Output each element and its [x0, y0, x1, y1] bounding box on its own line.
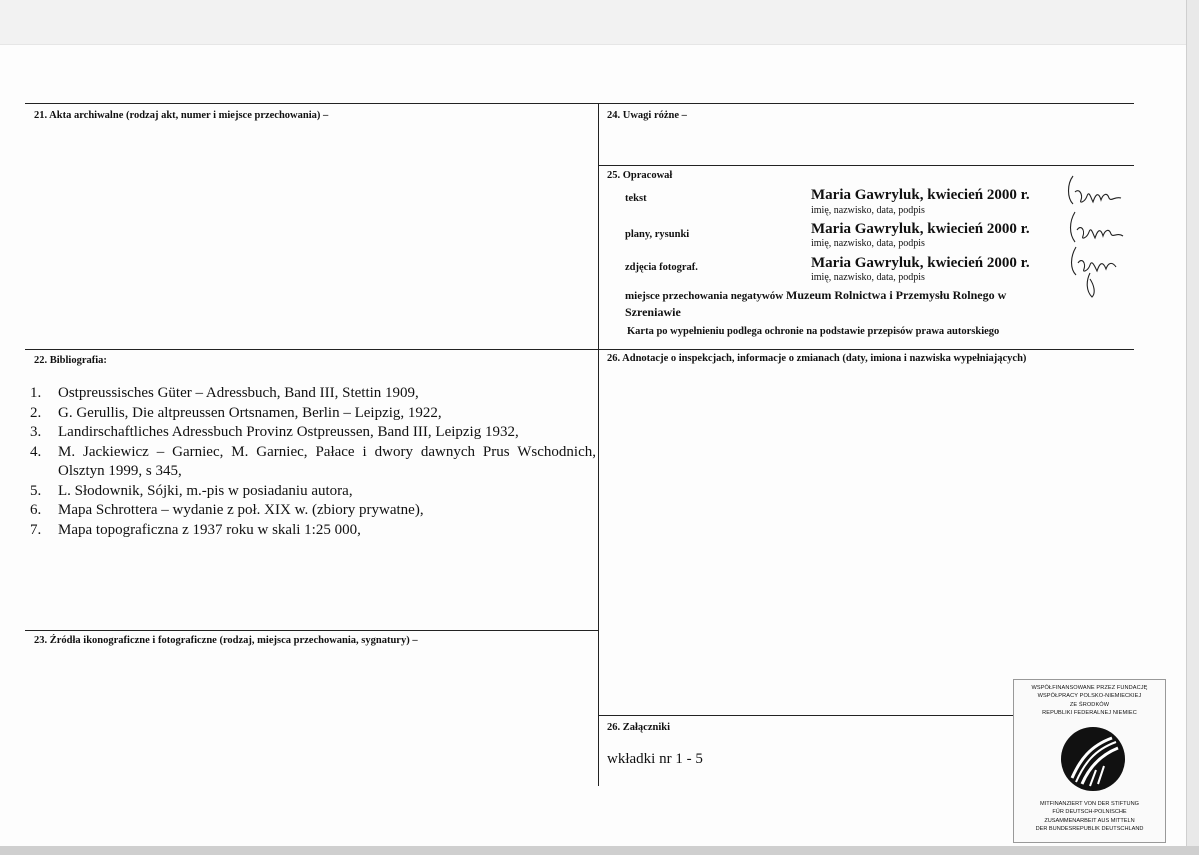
list-item: [30, 423, 598, 443]
list-item-number: 6.: [30, 502, 42, 518]
list-item-number: 3.: [30, 424, 42, 440]
rule-22-23: [25, 630, 598, 631]
signature-3-image: [1068, 243, 1128, 301]
row-text-name: Maria Gawryluk, kwiecień 2000 r.: [811, 187, 1030, 203]
list-item-text: Landirschaftliches Adressbuch Provinz Ostpreussen, Band III, Leipzig 1932,: [58, 424, 519, 440]
rule-26-attachments: [598, 715, 1013, 716]
rule-24-25: [598, 165, 1134, 166]
section-26-annotations-label: 26. Adnotacje o inspekcjach, informacje o zmianach (daty, imiona i nazwiska wypełniających): [607, 353, 1027, 364]
top-rule: [25, 103, 1134, 104]
list-item: [30, 521, 598, 541]
list-item-text: M. Jackiewicz – Garniec, M. Garniec, Pałace i dwory dawnych Prus Wschodnich, Olsztyn 1999, s 345,: [58, 443, 596, 479]
negatives-label-text: miejsce przechowania negatywów: [625, 290, 784, 302]
section-26-attachments-label: 26. Załączniki: [607, 722, 671, 733]
list-item: [30, 404, 598, 424]
stamp-top-line: REPUBLIKI FEDERALNEJ NIEMIEC: [1042, 710, 1137, 717]
list-item-text: L. Słodownik, Sójki, m.-pis w posiadaniu autora,: [58, 482, 353, 499]
list-item-number: 1.: [30, 385, 42, 401]
stamp-bottom-line: MITFINANZIERT VON DER STIFTUNG: [1040, 801, 1139, 807]
list-item-number: 7.: [30, 521, 42, 538]
stamp-top-line: WSPÓŁFINANSOWANE PRZEZ FUNDACJĘ: [1031, 685, 1148, 691]
row-plans-caption: imię, nazwisko, data, podpis: [811, 238, 925, 249]
foundation-logo-icon: [1060, 726, 1126, 792]
list-item: [30, 482, 598, 502]
scan-right-edge: [1186, 0, 1199, 855]
row-plans-label: plany, rysunki: [625, 229, 690, 240]
list-item-text: Mapa Schrottera – wydanie z poł. XIX w. (zbiory prywatne),: [58, 502, 424, 518]
list-item-number: 2.: [30, 404, 42, 421]
list-item-number: 4.: [30, 443, 42, 460]
stamp-top-line: ZE ŚRODKÓW: [1069, 701, 1110, 708]
signature-1-image: [1065, 172, 1125, 212]
row-text-label: tekst: [625, 193, 647, 204]
attachments-value: wkładki nr 1 - 5: [607, 751, 703, 767]
list-item: [30, 501, 598, 521]
section-21-label: 21. Akta archiwalne (rodzaj akt, numer i miejsce przechowania) –: [34, 110, 329, 121]
foundation-stamp: [1013, 679, 1166, 843]
list-item-text: Ostpreussisches Güter – Adressbuch, Band III, Stettin 1909,: [58, 385, 419, 401]
negatives-label: [625, 288, 1006, 303]
copyright-note: Karta po wypełnieniu podlega ochronie na podstawie przepisów prawa autorskiego: [627, 326, 1000, 337]
bibliography-list: [30, 384, 598, 540]
list-item-text: Mapa topograficzna z 1937 roku w skali 1:25 000,: [58, 521, 361, 538]
section-23-label: 23. Źródła ikonograficzne i fotograficzne (rodzaj, miejsca przechowania, sygnatury) –: [34, 635, 418, 646]
rule-21-22: [25, 349, 1134, 350]
negatives-value-line-2: Szreniawie: [625, 305, 681, 319]
stamp-bottom-line: ZUSAMMENARBEIT AUS MITTELN: [1044, 817, 1135, 824]
list-item: [30, 384, 598, 404]
row-photos-caption: imię, nazwisko, data, podpis: [811, 272, 925, 283]
stamp-top-line: WSPÓŁPRACY POLSKO-NIEMIECKIEJ: [1037, 693, 1142, 700]
stamp-top-text: [1016, 684, 1163, 718]
scan-bottom-edge: [0, 846, 1199, 855]
signature-2-image: [1065, 208, 1125, 248]
row-text-caption: imię, nazwisko, data, podpis: [811, 205, 925, 216]
list-item-number: 5.: [30, 482, 42, 499]
section-24-label: 24. Uwagi różne –: [607, 110, 687, 121]
center-divider: [598, 103, 599, 786]
stamp-bottom-text: [1016, 800, 1163, 834]
negatives-value: Muzeum Rolnictwa i Przemysłu Rolnego w: [786, 288, 1007, 302]
row-photos-name: Maria Gawryluk, kwiecień 2000 r.: [811, 255, 1030, 271]
stamp-bottom-line: DER BUNDESREPUBLIK DEUTSCHLAND: [1035, 826, 1144, 833]
scan-top-edge: [0, 0, 1199, 45]
row-photos-label: zdjęcia fotograf.: [625, 262, 698, 273]
list-item: [30, 443, 598, 482]
row-plans-name: Maria Gawryluk, kwiecień 2000 r.: [811, 221, 1030, 237]
section-22-label: 22. Bibliografia:: [34, 355, 107, 366]
list-item-text: G. Gerullis, Die altpreussen Ortsnamen, Berlin – Leipzig, 1922,: [58, 404, 442, 421]
section-25-label: 25. Opracował: [607, 170, 673, 181]
stamp-bottom-line: FÜR DEUTSCH-POLNISCHE: [1052, 809, 1127, 816]
